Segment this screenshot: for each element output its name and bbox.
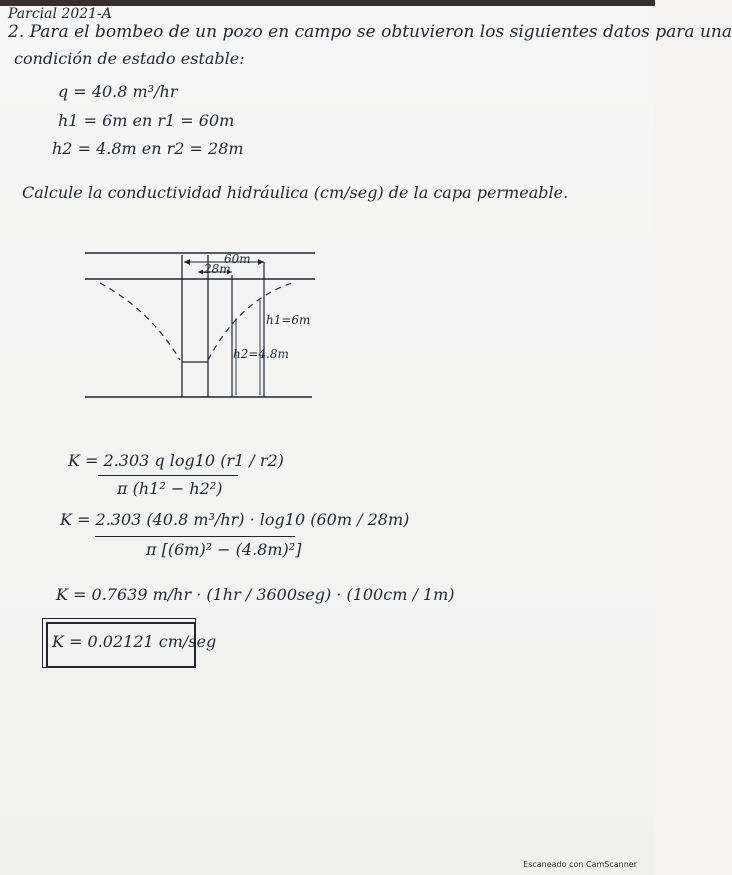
scanner-watermark: Escaneado con CamScanner: [523, 860, 637, 869]
formula-substituted-denominator: π [(6m)² − (4.8m)²]: [146, 540, 302, 559]
problem-statement-line-1: 2. Para el bombeo de un pozo en campo se obtuvieron los siguientes datos para una: [8, 22, 732, 42]
dimension-60m: 60m: [224, 252, 251, 266]
dimension-28m: 28m: [204, 262, 231, 276]
fraction-bar-1: [98, 475, 238, 476]
formula-substituted-numerator: K = 2.303 (40.8 m³/hr) · log10 (60m / 28m): [60, 510, 410, 529]
unit-conversion: K = 0.7639 m/hr · (1hr / 3600seg) · (100cm / 1m): [56, 585, 455, 604]
given-flow-rate: q = 40.8 m³/hr: [58, 82, 178, 101]
label-h2: h2=4.8m: [233, 347, 289, 361]
given-h2-r2: h2 = 4.8m en r2 = 28m: [52, 139, 244, 158]
formula-general-numerator: K = 2.303 q log10 (r1 / r2): [68, 451, 284, 470]
exam-title: Parcial 2021-A: [8, 6, 112, 22]
label-h1: h1=6m: [266, 313, 311, 327]
final-result: K = 0.02121 cm/seg: [52, 632, 217, 651]
formula-general-denominator: π (h1² − h2²): [117, 479, 223, 498]
problem-statement-line-2: condición de estado estable:: [14, 49, 245, 68]
given-h1-r1: h1 = 6m en r1 = 60m: [58, 111, 235, 130]
question-text: Calcule la conductividad hidráulica (cm/seg) de la capa permeable.: [22, 183, 569, 202]
fraction-bar-2: [95, 536, 295, 537]
